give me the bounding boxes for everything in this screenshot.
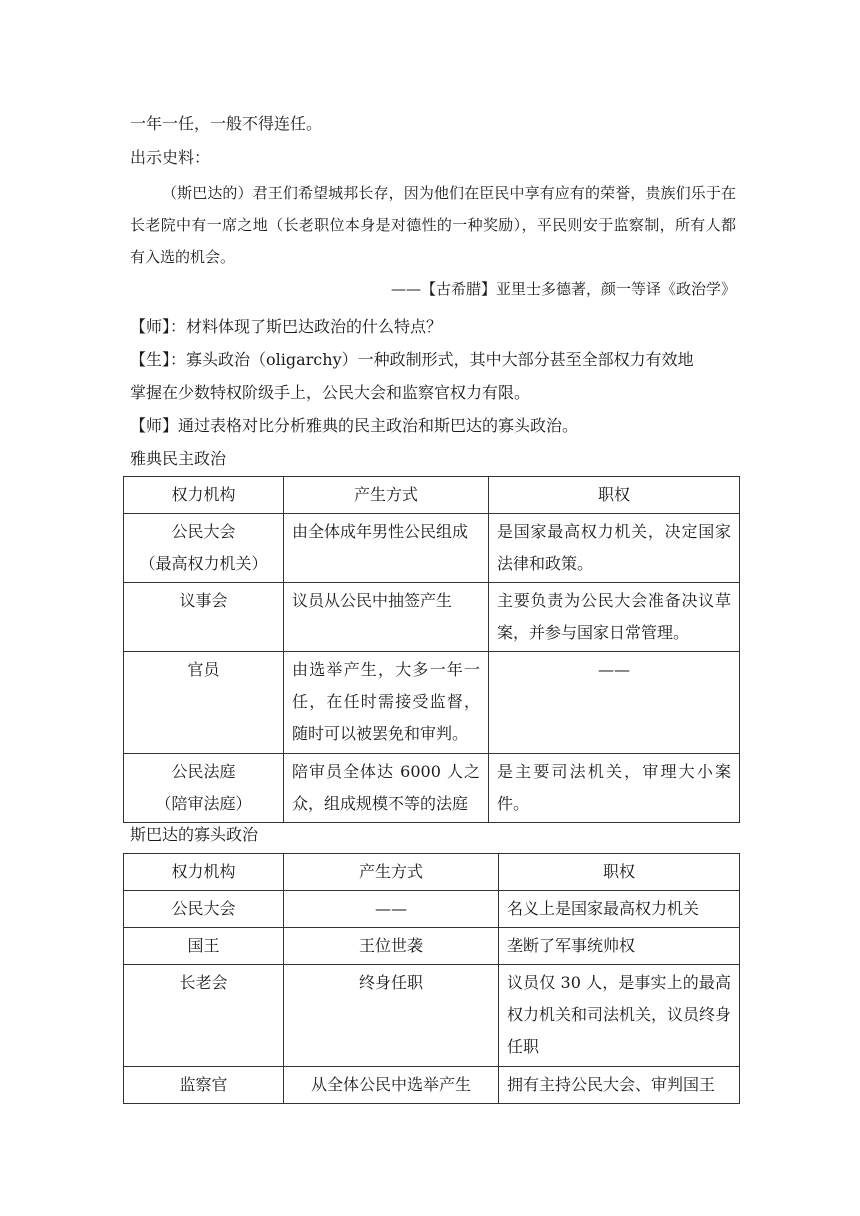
- header-cell: 产生方式: [284, 854, 499, 891]
- table-row: [124, 965, 740, 1067]
- method-cell: 终身任职: [284, 965, 499, 1067]
- org-name: 公民大会: [171, 522, 236, 541]
- power-cell: 是国家最高权力机关，决定国家法律和政策。: [489, 514, 740, 583]
- student-answer-line1: 【生】：寡头政治（oligarchy）一种政制形式，其中大部分甚至全部权力有效地: [130, 350, 694, 369]
- intro-line: 一年一任，一般不得连任。: [130, 114, 323, 133]
- power-cell: 拥有主持公民大会、审判国王: [499, 1067, 740, 1104]
- athens-table-caption: 雅典民主政治: [130, 449, 227, 468]
- table-row: [124, 928, 740, 965]
- power-cell: 垄断了军事统帅权: [499, 928, 740, 965]
- org-cell: [124, 514, 284, 583]
- table-row: [124, 514, 740, 583]
- power-cell: 议员仅 30 人，是事实上的最高权力机关和司法机关，议员终身任职: [499, 965, 740, 1067]
- org-cell: 监察官: [124, 1067, 284, 1104]
- header-cell: 职权: [489, 477, 740, 514]
- student-answer-line2: 掌握在少数特权阶级手上，公民大会和监察官权力有限。: [130, 383, 531, 402]
- method-cell: 王位世袭: [284, 928, 499, 965]
- table-row: [124, 652, 740, 754]
- org-cell: 公民大会: [124, 891, 284, 928]
- org-name: 官员: [187, 660, 220, 679]
- org-cell: [124, 583, 284, 652]
- teacher-instruction: 【师】通过表格对比分析雅典的民主政治和斯巴达的寡头政治。: [130, 416, 579, 435]
- org-name: 议事会: [179, 591, 228, 610]
- method-cell: 从全体公民中选举产生: [284, 1067, 499, 1104]
- header-cell: 权力机构: [124, 854, 284, 891]
- org-cell: 国王: [124, 928, 284, 965]
- power-cell: 主要负责为公民大会准备决议草案，并参与国家日常管理。: [489, 583, 740, 652]
- sparta-table-caption: 斯巴达的寡头政治: [130, 825, 259, 844]
- org-subtitle: （陪审法庭）: [155, 794, 252, 813]
- method-cell: 由全体成年男性公民组成: [284, 514, 489, 583]
- table-row: [124, 583, 740, 652]
- method-cell: ——: [284, 891, 499, 928]
- table-row: [124, 891, 740, 928]
- method-cell: 由选举产生，大多一年一任，在任时需接受监督，随时可以被罢免和审判。: [284, 652, 489, 754]
- method-cell: 议员从公民中抽签产生: [284, 583, 489, 652]
- org-cell: [124, 754, 284, 823]
- quote-attribution: ——【古希腊】亚里士多德著，颜一等译《政治学》: [390, 280, 736, 298]
- power-cell: 是主要司法机关，审理大小案件。: [489, 754, 740, 823]
- org-cell: 长老会: [124, 965, 284, 1067]
- historical-quote: （斯巴达的）君王们希望城邦长存，因为他们在臣民中享有应有的荣誉，贵族们乐于在长老院中有一席之地（长老职位本身是对德性的一种奖励），平民则安于监察制，所有人都有入选的机会。: [130, 184, 736, 266]
- table-row: [124, 1067, 740, 1104]
- table-header-row: [124, 854, 740, 891]
- sparta-oligarchy-table: [123, 853, 740, 1104]
- power-cell: ——: [489, 652, 740, 754]
- org-cell: [124, 652, 284, 754]
- power-cell: 名义上是国家最高权力机关: [499, 891, 740, 928]
- teacher-question: 【师】：材料体现了斯巴达政治的什么特点？: [130, 317, 443, 336]
- org-subtitle: （最高权力机关）: [139, 554, 268, 573]
- header-cell: 权力机构: [124, 477, 284, 514]
- header-cell: 产生方式: [284, 477, 489, 514]
- athens-democracy-table: [123, 476, 740, 823]
- table-header-row: [124, 477, 740, 514]
- source-label: 出示史料：: [130, 148, 211, 167]
- method-cell: 陪审员全体达 6000 人之众，组成规模不等的法庭: [284, 754, 489, 823]
- header-cell: 职权: [499, 854, 740, 891]
- org-name: 公民法庭: [171, 762, 236, 781]
- table-row: [124, 754, 740, 823]
